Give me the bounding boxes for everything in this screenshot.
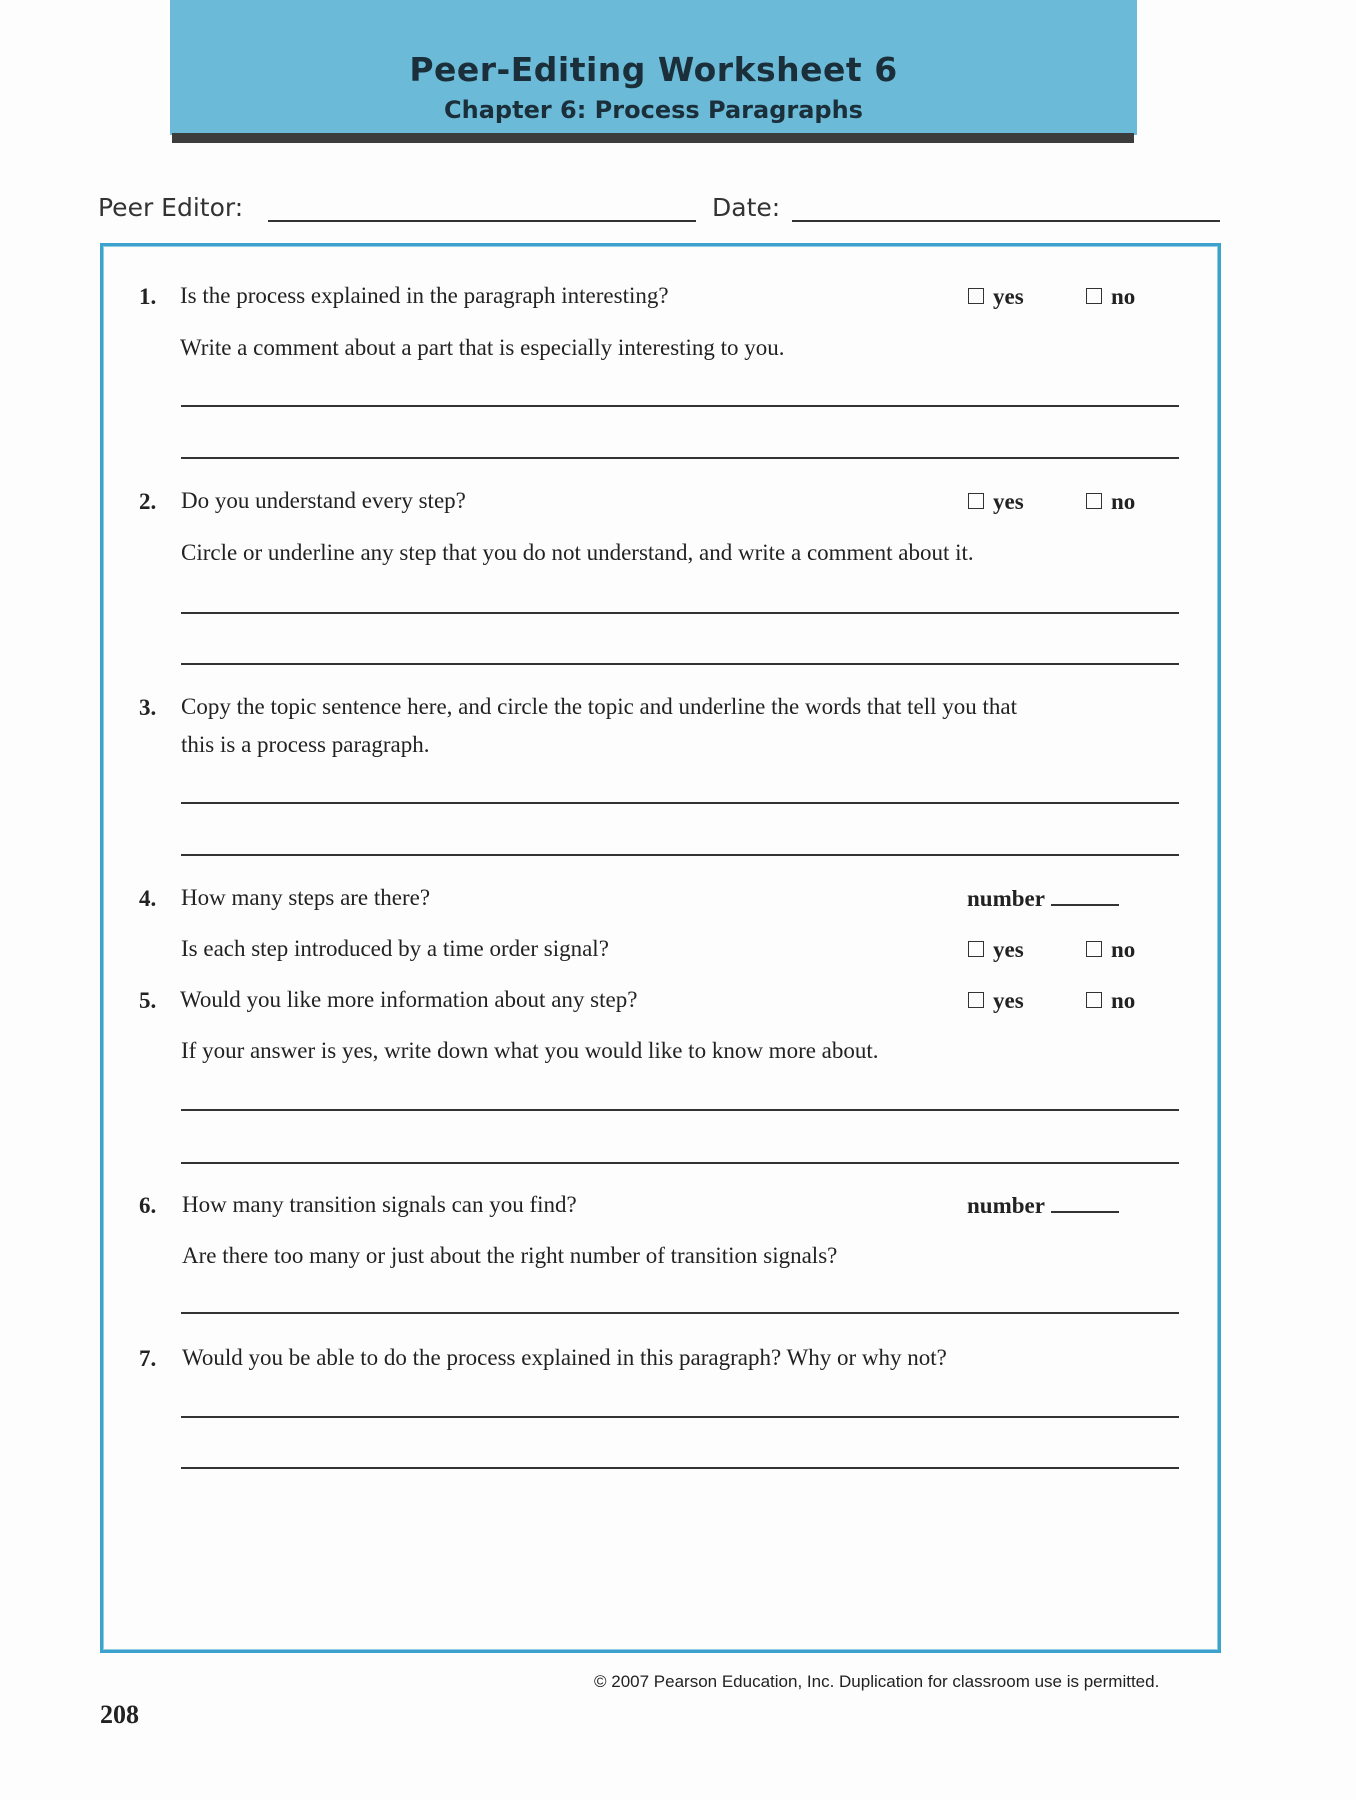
question-number: 5. <box>139 988 157 1013</box>
q5-no-checkbox[interactable] <box>1086 988 1135 1014</box>
yes-label: yes <box>993 284 1024 309</box>
checkbox-icon <box>1086 941 1102 957</box>
q5-yes-checkbox[interactable] <box>968 988 1024 1014</box>
question-number: 3. <box>139 695 157 720</box>
question-number: 1. <box>139 284 157 309</box>
question-4-text: How many steps are there? <box>181 885 431 910</box>
no-label: no <box>1111 489 1136 514</box>
checkbox-icon <box>968 941 984 957</box>
question-5-text: Would you like more information about any step? <box>180 987 638 1012</box>
question-5-subtext: If your answer is yes, write down what you would like to know more about. <box>181 1038 879 1063</box>
question-6-text: How many transition signals can you find? <box>182 1192 577 1217</box>
banner-underline <box>172 133 1134 143</box>
question-2-subtext: Circle or underline any step that you do not understand, and write a comment about it. <box>181 540 974 565</box>
peer-editor-field[interactable] <box>268 220 696 222</box>
answer-line[interactable] <box>181 854 1179 856</box>
checkbox-icon <box>1086 992 1102 1008</box>
checkbox-icon <box>968 992 984 1008</box>
yes-label: yes <box>993 489 1024 514</box>
question-2-text: Do you understand every step? <box>181 488 466 513</box>
q2-yes-checkbox[interactable] <box>968 489 1024 515</box>
q4-no-checkbox[interactable] <box>1086 937 1135 963</box>
question-number: 7. <box>139 1346 157 1371</box>
q4-number-field[interactable] <box>967 886 1119 912</box>
no-label: no <box>1111 937 1136 962</box>
number-blank[interactable] <box>1051 1211 1119 1213</box>
question-number: 4. <box>139 886 157 911</box>
number-label: number <box>967 1193 1045 1218</box>
number-label: number <box>967 886 1045 911</box>
q2-no-checkbox[interactable] <box>1086 489 1135 515</box>
worksheet-subtitle: Chapter 6: Process Paragraphs <box>444 96 863 124</box>
yes-label: yes <box>993 937 1024 962</box>
question-number: 2. <box>139 489 157 514</box>
answer-line[interactable] <box>181 1162 1179 1164</box>
checkbox-icon <box>968 493 984 509</box>
no-label: no <box>1111 988 1136 1013</box>
answer-line[interactable] <box>181 663 1179 665</box>
no-label: no <box>1111 284 1136 309</box>
answer-line[interactable] <box>181 1312 1179 1314</box>
checkbox-icon <box>1086 493 1102 509</box>
question-6-subtext: Are there too many or just about the right number of transition signals? <box>182 1243 838 1268</box>
answer-line[interactable] <box>181 405 1179 407</box>
checkbox-icon <box>1086 288 1102 304</box>
q6-number-field[interactable] <box>967 1193 1119 1219</box>
q1-no-checkbox[interactable] <box>1086 284 1135 310</box>
question-4-subtext: Is each step introduced by a time order signal? <box>181 936 609 961</box>
answer-line[interactable] <box>181 457 1179 459</box>
question-7-text: Would you be able to do the process explained in this paragraph? Why or why not? <box>182 1345 947 1370</box>
question-number: 6. <box>139 1193 157 1218</box>
answer-line[interactable] <box>181 1416 1179 1418</box>
q4-yes-checkbox[interactable] <box>968 937 1024 963</box>
answer-line[interactable] <box>181 802 1179 804</box>
number-blank[interactable] <box>1051 904 1119 906</box>
answer-line[interactable] <box>181 1467 1179 1469</box>
answer-line[interactable] <box>181 1109 1179 1111</box>
page-number: 208 <box>100 1700 139 1729</box>
date-label: Date: <box>712 193 781 222</box>
question-3-subtext: this is a process paragraph. <box>181 732 430 757</box>
checkbox-icon <box>968 288 984 304</box>
q1-yes-checkbox[interactable] <box>968 284 1024 310</box>
question-1-text: Is the process explained in the paragraph interesting? <box>180 283 669 308</box>
peer-editor-label: Peer Editor: <box>98 193 244 222</box>
yes-label: yes <box>993 988 1024 1013</box>
question-1-subtext: Write a comment about a part that is especially interesting to you. <box>180 335 785 360</box>
question-3-text: Copy the topic sentence here, and circle the topic and underline the words that tell you that <box>181 694 1018 719</box>
answer-line[interactable] <box>181 612 1179 614</box>
copyright-notice: © 2007 Pearson Education, Inc. Duplication for classroom use is permitted. <box>594 1672 1160 1691</box>
worksheet-title: Peer-Editing Worksheet 6 <box>409 50 898 89</box>
date-field[interactable] <box>792 220 1220 222</box>
